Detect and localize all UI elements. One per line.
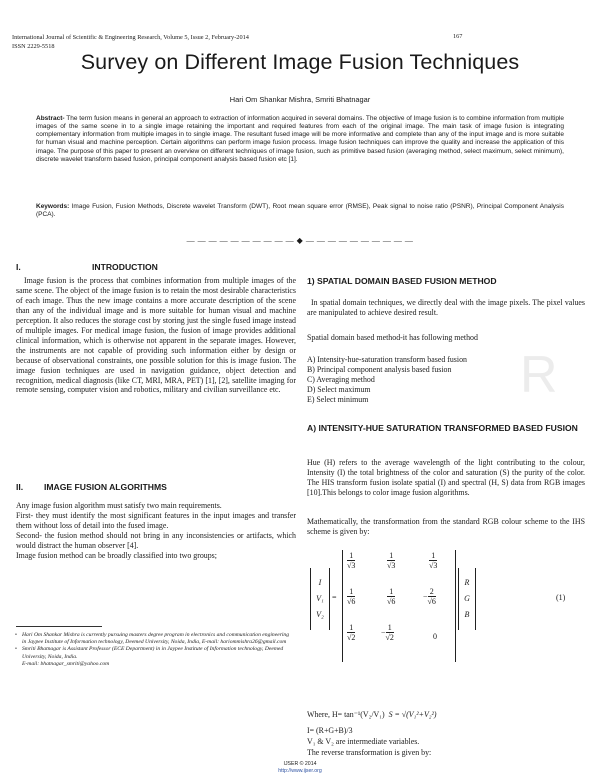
bullet-icon: •	[15, 632, 17, 638]
abstract-text: The term fusion means in general an approach to extraction of information acquired in several domains. The objective of Image fusion is to combine information from multiple images of the same scene in to a single image retaining the important and required features from each of the original image. The main task of image fusion is integrating complementary information from multiple images in to single image. The resultant fused image will be more informative and complete than any of the input image and is more suitable for human visual and machine perception. Certain algorithms can perform image fusion process. Image fusion techniques can improve the quality and increase the application of this image. The purpose of this paper to present an overview on different techniques of image fusion, such as primitive based fusion (averaging method, select maximum, select minimum), discrete wavelet transform based fusion, principal component analysis based fusion etc [1].	[36, 115, 564, 163]
where-h: Where, H= tan⁻¹(V₂/V₁)	[307, 710, 385, 719]
section-2-title: IMAGE FUSION ALGORITHMS	[44, 482, 167, 492]
watermark: R	[520, 346, 558, 404]
paper-title: Survey on Different Image Fusion Techniques	[80, 50, 520, 74]
requirement-first: First- they must identify the most significant features in the input images and transfer them without loss of detail into the fused image.	[16, 510, 296, 530]
list-item: A) Intensity-hue-saturation transform based fusion	[307, 355, 467, 364]
footnote-2: • Smriti Bhatnagar is Assistant Professor (ECE Department) in in Jaypee Institute of Information technology, Deemed University, Noida, India.	[15, 646, 284, 660]
vector-rgb	[458, 568, 476, 630]
classification-intro: Image fusion method can be broadly classified into two groups;	[16, 550, 217, 560]
hue-formula	[307, 710, 585, 720]
section-2-body	[16, 501, 296, 561]
bullet-icon: •	[15, 646, 17, 653]
transformation-intro: Mathematically, the transformation from the standard RGB colour scheme to the IHS scheme is given by:	[307, 517, 585, 536]
spatial-domain-heading: 1) SPATIAL DOMAIN BASED FUSION METHOD	[307, 276, 497, 286]
list-item: B) Principal component analysis based fusion	[307, 364, 452, 374]
vector-entry: V₁	[316, 594, 324, 603]
intensity-formula: I= (R+G+B)/3	[307, 726, 353, 735]
section-1-number: I.	[16, 262, 21, 272]
issn: ISSN 2229-5518	[12, 43, 55, 50]
abstract	[36, 115, 564, 164]
method-list	[307, 355, 585, 405]
requirement-second: Second- the fusion method should not bring in any inconsistencies or artifacts, which would distract the human observer [4].	[16, 530, 296, 550]
footnote-2-email: E-mail: bhatnagar_smriti@yahoo.com	[22, 660, 110, 667]
footer-url-link[interactable]: http://www.ijser.org	[278, 768, 322, 774]
list-item: C) Averaging method	[307, 374, 375, 384]
section-1-title: INTRODUCTION	[92, 262, 158, 272]
intermediate-variables: V₁ & V₂ are intermediate variables.	[307, 737, 420, 746]
vector-ivv	[310, 568, 330, 630]
spatial-domain-paragraph: In spatial domain techniques, we directly deal with the image pixels. The pixel values are manipulated to achieve desired result.	[307, 298, 585, 317]
footer-copyright: IJSER © 2014	[283, 761, 317, 767]
reverse-transform-intro: The reverse transformation is given by:	[307, 748, 432, 757]
vector-entry: I	[318, 578, 322, 587]
requirements-intro: Any image fusion algorithm must satisfy two main requirements.	[16, 501, 222, 510]
footnote-1: • Hari Om Shankar Mishra is currently pursuing masters degree program in electronics and communication engineering in Jaypee Institute of Information technology, Deemed University, Noida, India, E-mail: hariommishra26@gmail.com	[15, 632, 290, 646]
section-separator: — — — — — — — — — — ◆ — — — — — — — — — —	[186, 236, 414, 245]
intro-paragraph: Image fusion is the process that combines information from multiple images of the same scene. The object of the image fusion is to retain the most desirable characteristics of each image. Thus the new image contains a more accurate description of the scene than any of the individual image and is more suitable for human visual and machine perception. It also reduces the storage cost by storing just the single fused image instead of multiple images. For medical image fusion, the fusion of image provides additional clinical information, which is otherwise not apparent in the separate images. However, the instruments are not capable of providing such information either by design or because of observational constraints, one possible solution for this is image fusion. The image fusion techniques are used in navigation guidance, object detection and recognition, medical diagnosis (like CT, MRI, MRA, PET) [1], [2], satellite imaging for remote sensing, computer vision and robotics, military and civilian surveillance etc.	[16, 276, 296, 395]
vector-entry: V₂	[316, 610, 324, 619]
vector-entry: R	[464, 578, 470, 587]
transform-matrix: $\frac{1}{√3}$ $\frac{1}{√3}$ $\frac{1}{√3}$ $\frac{1}{√6}$ $\frac{1}{√6}$ − $\frac{2}{√6}$ $\frac{1}{√2}$ − $\frac{1}{√2}$ 0	[342, 550, 456, 662]
keywords	[36, 203, 564, 219]
keywords-label: Keywords:	[36, 203, 70, 210]
equation-number: (1)	[556, 593, 566, 602]
spatial-method-intro: Spatial domain based method-it has following method	[307, 333, 478, 342]
section-1-heading	[16, 262, 296, 272]
keywords-text: Image Fusion, Fusion Methods, Discrete wavelet Transform (DWT), Root mean square error (RMSE), Peak signal to noise ratio (PSNR), Principal Component Analysis (PCA).	[36, 203, 564, 219]
ihs-heading: A) INTENSITY-HUE SATURATION TRANSFORMED BASED FUSION	[307, 423, 578, 433]
section-2-heading	[16, 482, 296, 492]
authors: Hari Om Shankar Mishra, Smriti Bhatnagar	[229, 95, 371, 104]
section-2-number: II.	[16, 482, 24, 492]
footnotes	[15, 632, 294, 668]
page-number: 167	[453, 33, 463, 40]
abstract-label: Abstract-	[36, 115, 65, 122]
list-item: E) Select minimum	[307, 394, 369, 404]
vector-entry: G	[464, 594, 470, 603]
footnote-rule	[16, 626, 102, 627]
list-item: D) Select maximum	[307, 384, 371, 394]
ihs-paragraph: Hue (H) refers to the average wavelength of the light contributing to the colour, Intensity (I) the total brightness of the color and saturation (S) the purity of the color. The HIS transform fusion isolate spatial (I) and spectral (H, S) data from RGB images [10].This belongs to color image fusion algorithms.	[307, 458, 585, 497]
ihs-equation	[310, 550, 580, 690]
saturation-formula: S = √(V₁²+V₂²)	[388, 710, 437, 719]
journal-header: International Journal of Scientific & Engineering Research, Volume 5, Issue 2, February-2014	[12, 34, 249, 41]
equals-sign: =	[332, 593, 337, 602]
vector-entry: B	[464, 610, 470, 619]
